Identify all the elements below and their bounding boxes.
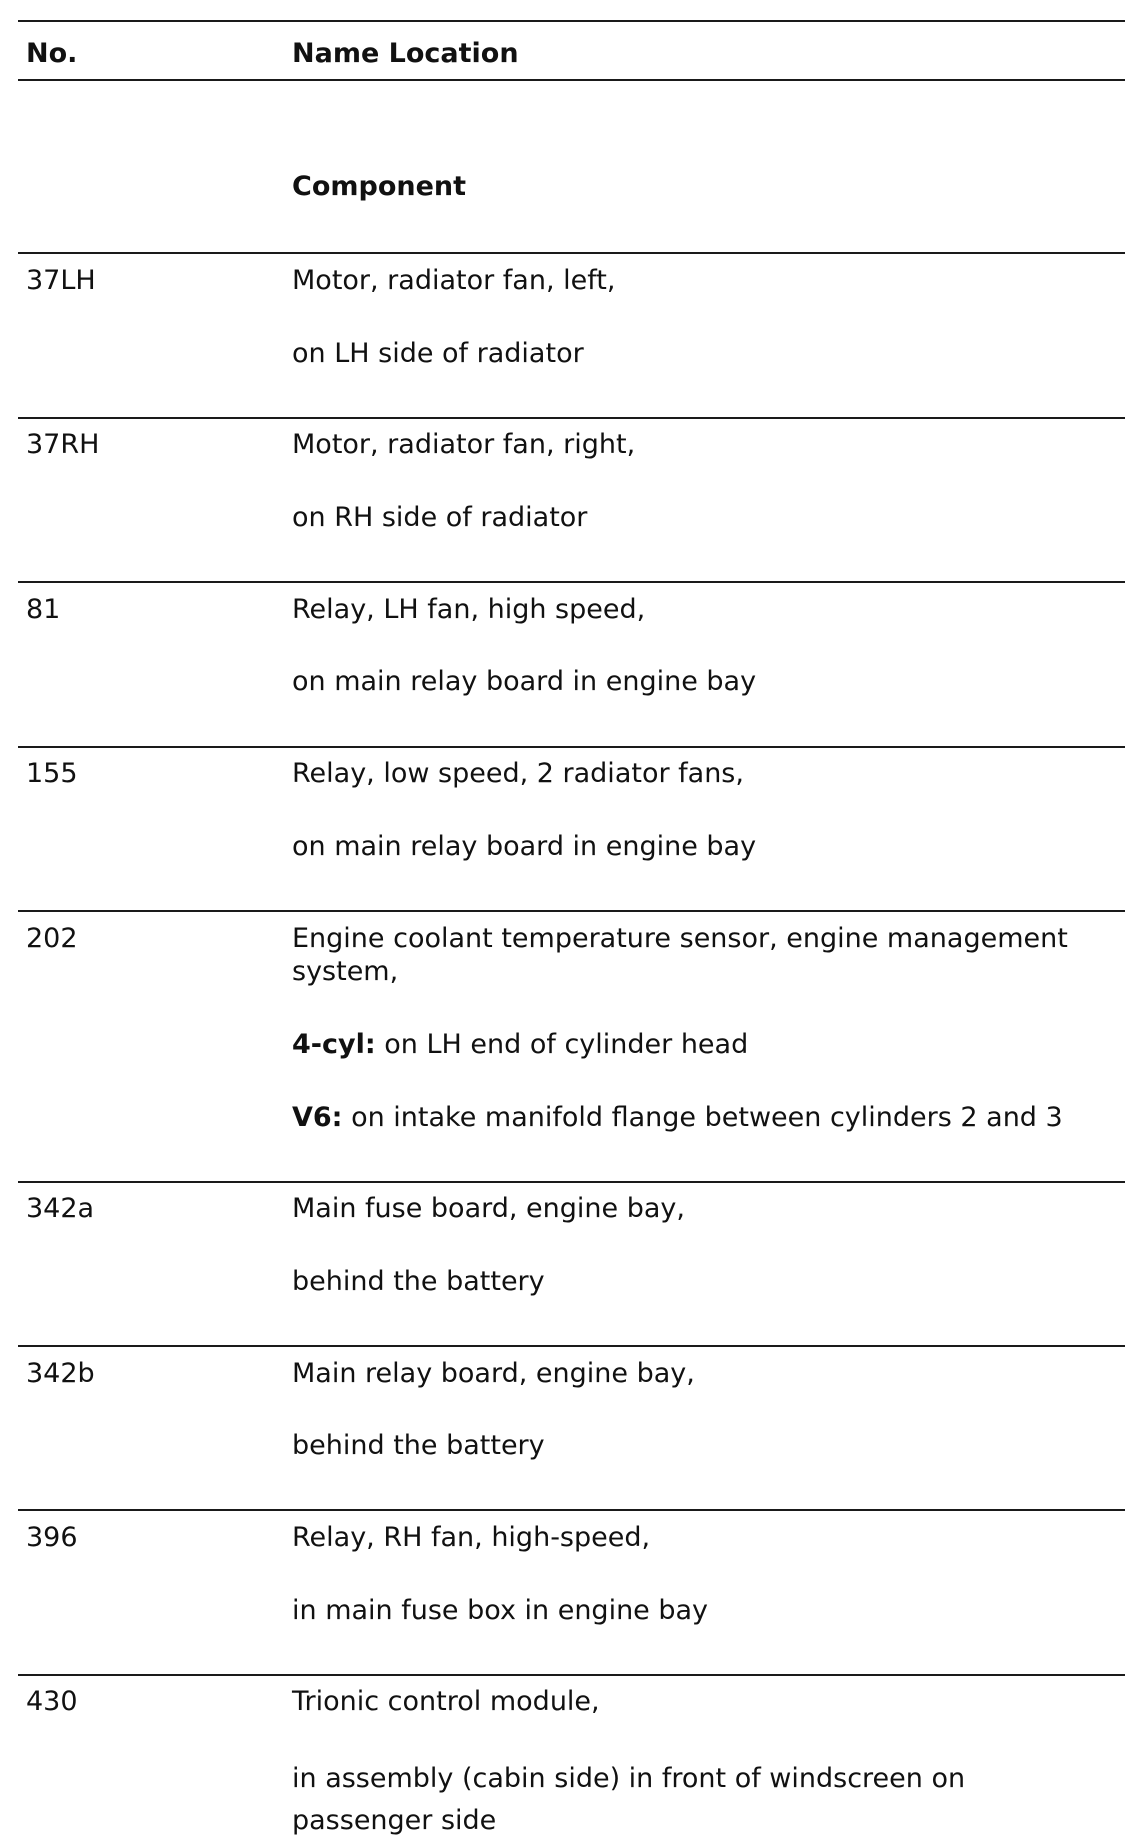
- component-name: Motor, radiator fan, right,: [292, 429, 636, 460]
- component-location: behind the battery: [292, 1430, 545, 1461]
- row-number: 81: [26, 594, 61, 625]
- row-divider: [18, 1674, 1125, 1676]
- component-location: in assembly (cabin side) in front of windscreen on passenger side: [292, 1763, 966, 1836]
- component-location: on main relay board in engine bay: [292, 666, 757, 697]
- component-name: Motor, radiator fan, left,: [292, 265, 616, 296]
- row-divider: [18, 1509, 1125, 1511]
- row-divider: [18, 252, 1125, 254]
- component-location: on LH side of radiator: [292, 338, 584, 369]
- column-header-no: No.: [26, 38, 78, 69]
- variant-label: 4-cyl:: [292, 1029, 376, 1060]
- row-divider: [18, 1181, 1125, 1183]
- row-number: 155: [26, 758, 78, 789]
- component-name: Engine coolant temperature sensor, engine management system,: [292, 923, 1068, 987]
- table-top-rule: [18, 20, 1125, 22]
- component-name: Main fuse board, engine bay,: [292, 1193, 685, 1224]
- column-header-name-location: Name Location: [292, 38, 519, 69]
- row-number: 430: [26, 1686, 78, 1717]
- column-subheading-component: Component: [292, 171, 467, 202]
- component-name: Trionic control module,: [292, 1686, 600, 1717]
- row-number: 202: [26, 923, 78, 954]
- location-variant: [292, 1028, 748, 1061]
- row-divider: [18, 910, 1125, 912]
- variant-text: on intake manifold flange between cylinders 2 and 3: [351, 1102, 1063, 1133]
- row-number: 37LH: [26, 265, 96, 296]
- row-number: 342b: [26, 1358, 95, 1389]
- component-location: behind the battery: [292, 1266, 545, 1297]
- variant-label: V6:: [292, 1102, 343, 1133]
- row-number: 396: [26, 1522, 78, 1553]
- component-name: Relay, RH fan, high-speed,: [292, 1522, 651, 1553]
- row-divider: [18, 581, 1125, 583]
- row-number: 37RH: [26, 429, 100, 460]
- component-location-table: [18, 0, 1125, 1836]
- component-location: in main fuse box in engine bay: [292, 1595, 709, 1626]
- component-name: Relay, LH fan, high speed,: [292, 594, 646, 625]
- variant-text: on LH end of cylinder head: [384, 1029, 749, 1060]
- header-rule: [18, 79, 1125, 81]
- row-divider: [18, 746, 1125, 748]
- component-name: Relay, low speed, 2 radiator fans,: [292, 758, 744, 789]
- component-location: on main relay board in engine bay: [292, 831, 757, 862]
- row-divider: [18, 1345, 1125, 1347]
- row-number: 342a: [26, 1193, 95, 1224]
- component-location: on RH side of radiator: [292, 502, 588, 533]
- location-variant: [292, 1101, 1063, 1134]
- row-divider: [18, 417, 1125, 419]
- component-name: Main relay board, engine bay,: [292, 1358, 695, 1389]
